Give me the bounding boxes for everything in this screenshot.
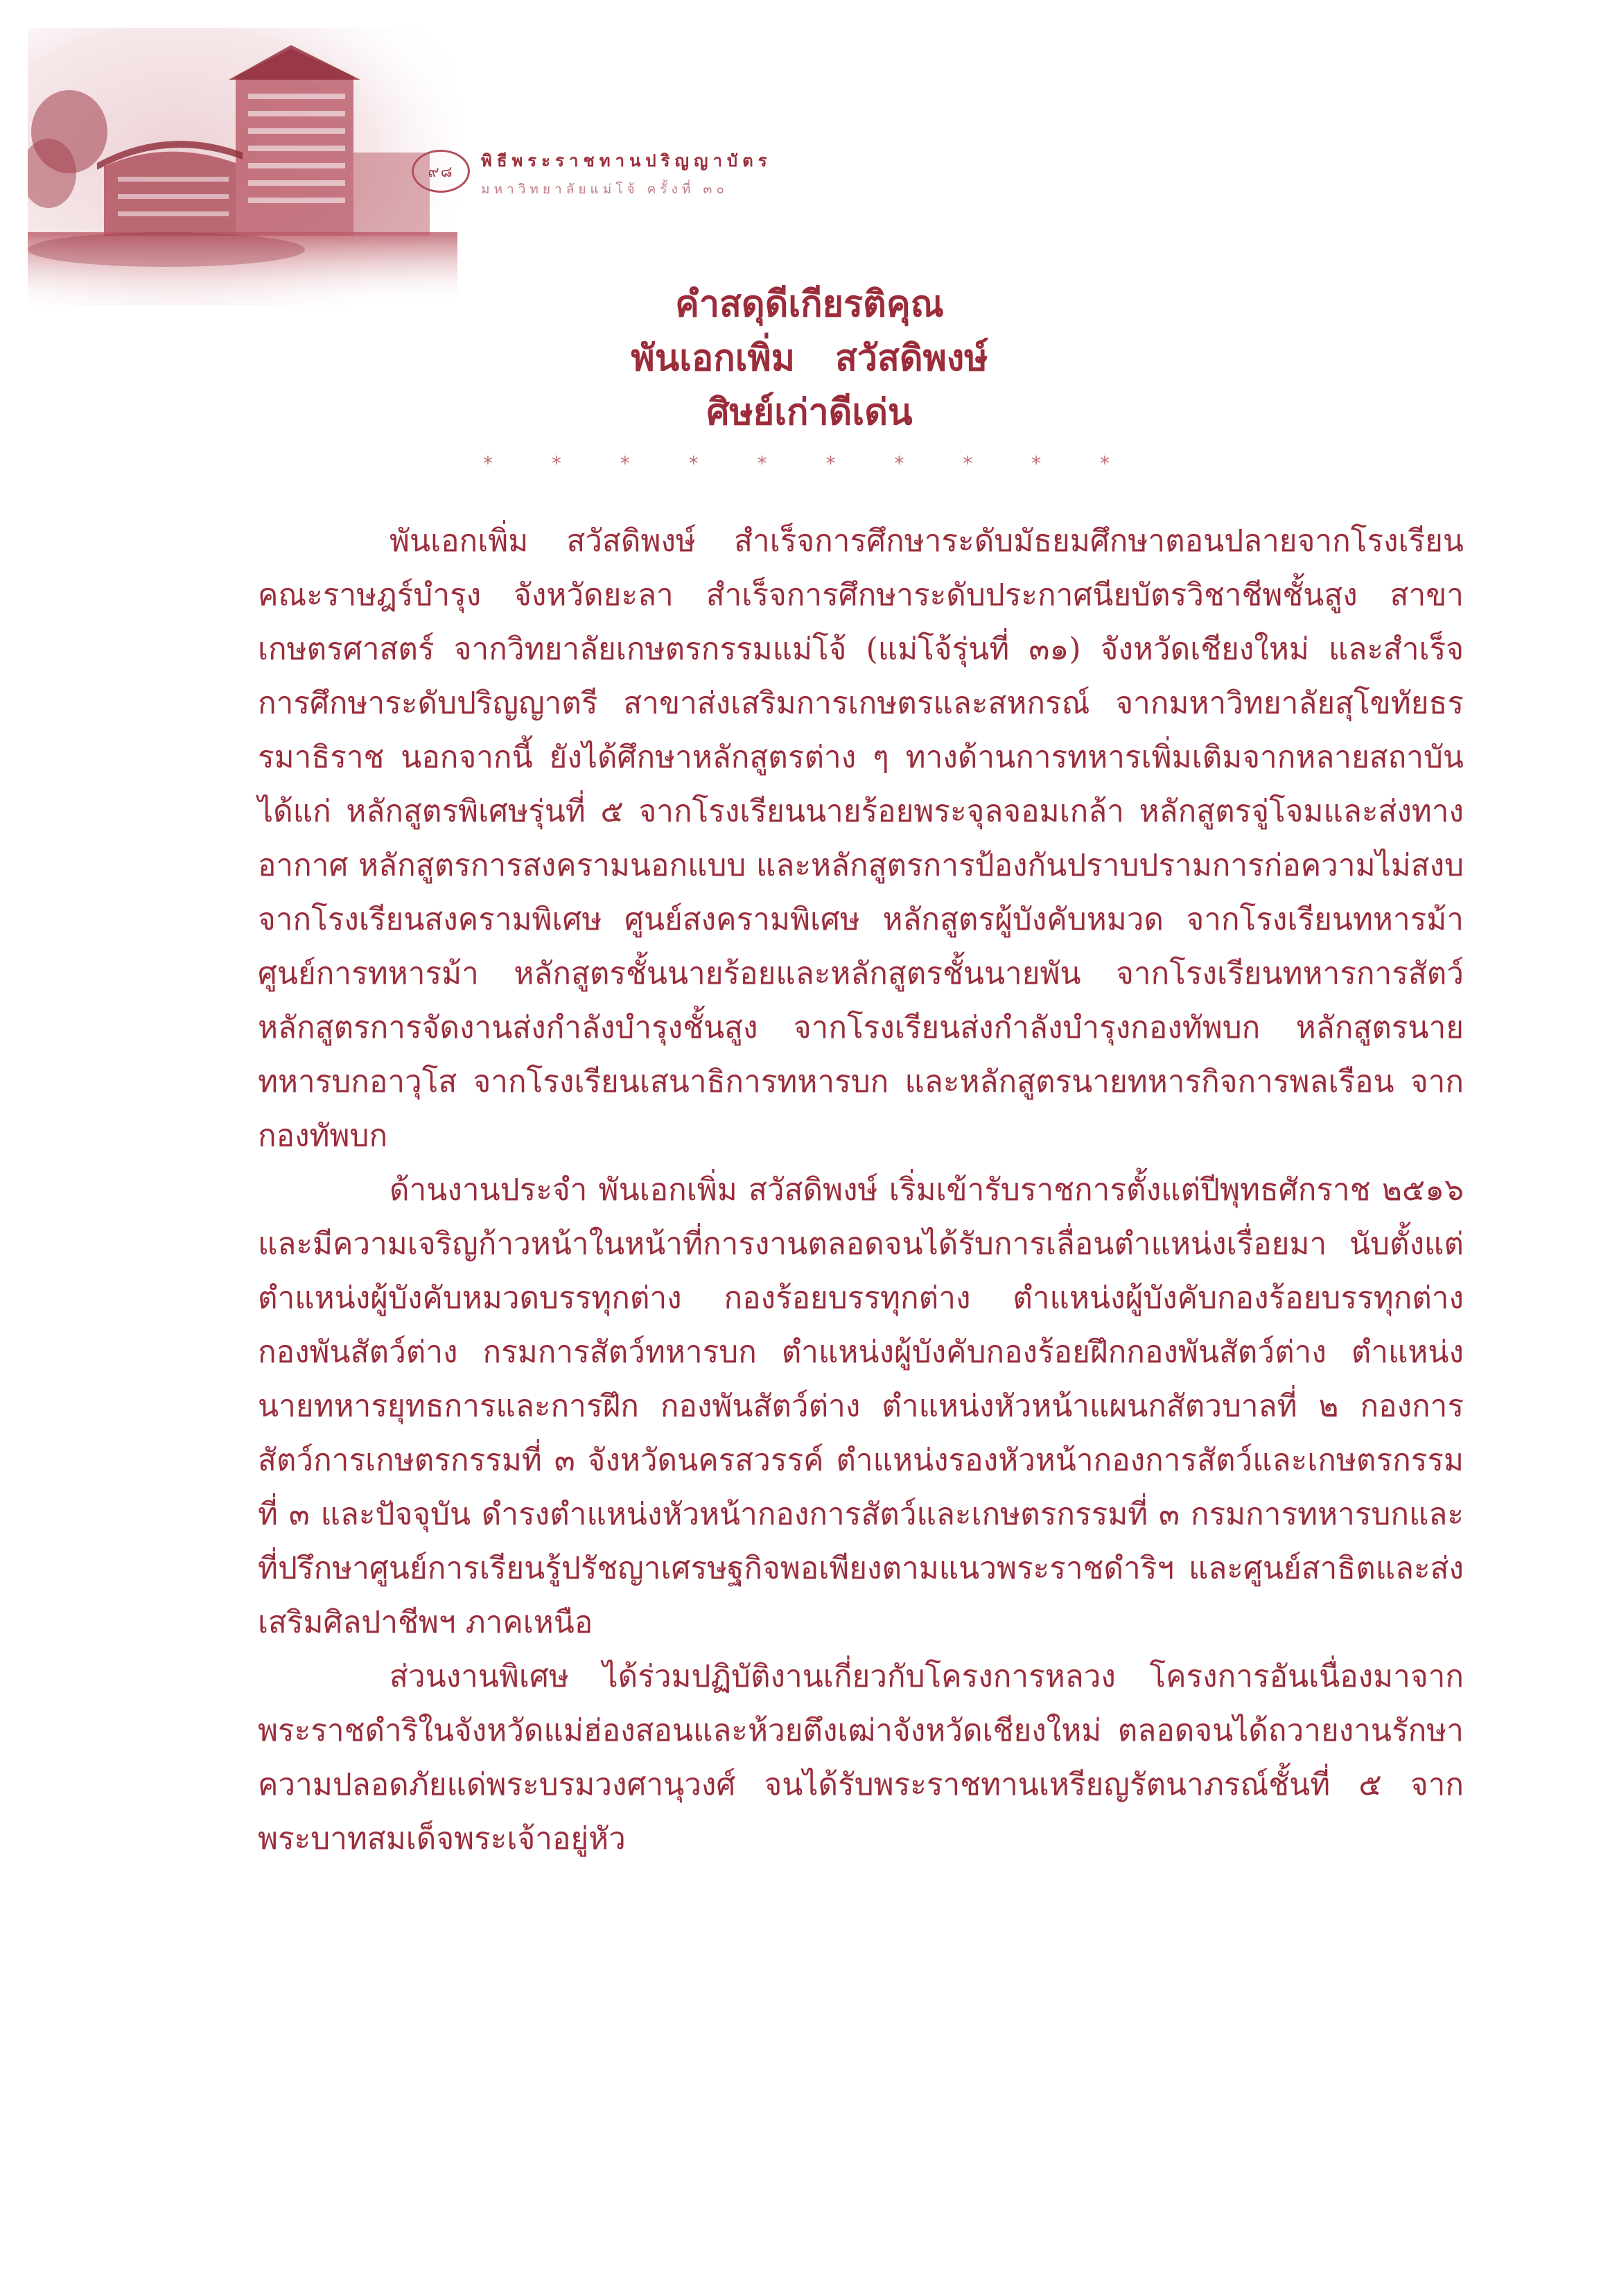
honor-category: ศิษย์เก่าดีเด่น bbox=[706, 392, 913, 433]
page-number-badge: ๙๘ bbox=[412, 150, 470, 193]
honoree-name: พันเอกเพิ่ม สวัสดิพงษ์ bbox=[631, 338, 988, 379]
heading-block bbox=[0, 277, 1619, 440]
paragraph-special-work: ส่วนงานพิเศษ ได้ร่วมปฏิบัติงานเกี่ยวกับโครงการหลวง โครงการอันเนื่องมาจากพระราชดำริในจังหวัดแม่ฮ่องสอนและห้วยตึงเฒ่าจังหวัดเชียงใหม่ ตลอดจนได้ถวายงานรักษาความปลอดภัยแด่พระบรมวงศานุวงศ์ จนได้รับพระราชทานเหรียญรัตนาภรณ์ชั้นที่ ๕ จากพระบาทสมเด็จพระเจ้าอยู่หัว bbox=[258, 1659, 1464, 1856]
citation-body bbox=[258, 514, 1464, 1866]
heading-title: คำสดุดีเกียรติคุณ bbox=[675, 284, 944, 325]
star-separator: * * * * * * * * * * bbox=[482, 452, 1137, 475]
ceremony-title: พิธีพระราชทานปริญญาบัตร bbox=[481, 151, 772, 171]
university-building-image bbox=[28, 28, 457, 305]
paragraph-education: พันเอกเพิ่ม สวัสดิพงษ์ สำเร็จการศึกษาระดับมัธยมศึกษาตอนปลายจากโรงเรียนคณะราษฎร์บำรุง จังหวัดยะลา สำเร็จการศึกษาระดับประกาศนียบัตรวิชาชีพชั้นสูง สาขาเกษตรศาสตร์ จากวิทยาลัยเกษตรกรรมแม่โจ้ (แม่โจ้รุ่นที่ ๓๑) จังหวัดเชียงใหม่ และสำเร็จการศึกษาระดับปริญญาตรี สาขาส่งเสริมการเกษตรและสหกรณ์ จากมหาวิทยาลัยสุโขทัยธรรมาธิราช นอกจากนี้ ยังได้ศึกษาหลักสูตรต่าง ๆ ทางด้านการทหารเพิ่มเติมจากหลายสถาบัน ได้แก่ หลักสูตรพิเศษรุ่นที่ ๕ จากโรงเรียนนายร้อยพระจุลจอมเกล้า หลักสูตรจู่โจมและส่งทางอากาศ หลักสูตรการสงครามนอกแบบ และหลักสูตรการป้องกันปราบปรามการก่อความไม่สงบ จากโรงเรียนสงครามพิเศษ ศูนย์สงครามพิเศษ หลักสูตรผู้บังคับหมวด จากโรงเรียนทหารม้า ศูนย์การทหารม้า หลักสูตรชั้นนายร้อยและหลักสูตรชั้นนายพัน จากโรงเรียนทหารการสัตว์ หลักสูตรการจัดงานส่งกำลังบำรุงชั้นสูง จากโรงเรียนส่งกำลังบำรุงกองทัพบก หลักสูตรนายทหารบกอาวุโส จากโรงเรียนเสนาธิการทหารบก และหลักสูตรนายทหารกิจการพลเรือน จากกองทัพบก bbox=[258, 523, 1464, 1154]
university-subtitle: มหาวิทยาลัยแม่โจ้ ครั้งที่ ๓๐ bbox=[481, 182, 728, 197]
paragraph-career: ด้านงานประจำ พันเอกเพิ่ม สวัสดิพงษ์ เริ่มเข้ารับราชการตั้งแต่ปีพุทธศักราช ๒๕๑๖ และมีความเจริญก้าวหน้าในหน้าที่การงานตลอดจนได้รับการเลื่อนตำแหน่งเรื่อยมา นับตั้งแต่ตำแหน่งผู้บังคับหมวดบรรทุกต่าง กองร้อยบรรทุกต่าง ตำแหน่งผู้บังคับกองร้อยบรรทุกต่าง กองพันสัตว์ต่าง กรมการสัตว์ทหารบก ตำแหน่งผู้บังคับกองร้อยฝึกกองพันสัตว์ต่าง ตำแหน่งนายทหารยุทธการและการฝึก กองพันสัตว์ต่าง ตำแหน่งหัวหน้าแผนกสัตวบาลที่ ๒ กองการสัตว์การเกษตรกรรมที่ ๓ จังหวัดนครสวรรค์ ตำแหน่งรองหัวหน้ากองการสัตว์และเกษตรกรรมที่ ๓ และปัจจุบัน ดำรงตำแหน่งหัวหน้ากองการสัตว์และเกษตรกรรมที่ ๓ กรมการทหารบกและที่ปรึกษาศูนย์การเรียนรู้ปรัชญาเศรษฐกิจพอเพียงตามแนวพระราชดำริฯ และศูนย์สาธิตและส่งเสริมศิลปาชีพฯ ภาคเหนือ bbox=[258, 1172, 1464, 1640]
